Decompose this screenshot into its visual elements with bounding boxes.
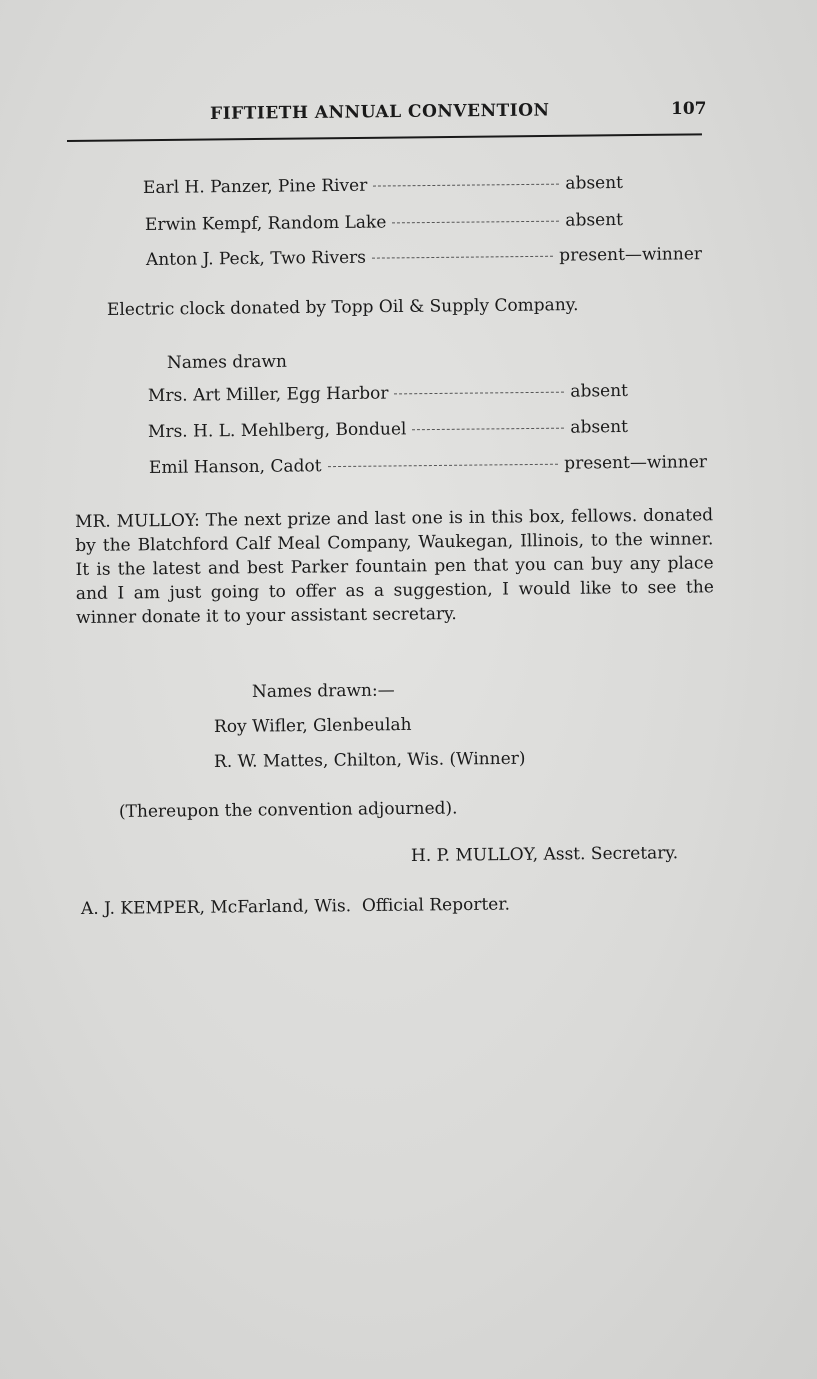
dotted-leader <box>392 220 559 224</box>
speech-paragraph: MR. MULLOY: The next prize and last one is in this box, fellows. donated by the Blatchford Calf Meal Company, Waukegan, Illinois, to the winner. It is the latest and best Parker fountain pen that you can buy any place and I am just going to offer as a suggestion, I would like to see the winner donate it to your assistant secretary. <box>75 505 714 628</box>
running-title: FIFTIETH ANNUAL CONVENTION <box>210 100 550 124</box>
names-drawn-heading: Names drawn <box>166 351 288 373</box>
prize-intro: Electric clock donated by Topp Oil & Supply Company. <box>106 295 579 320</box>
entry-status: absent <box>565 172 624 194</box>
secretary-signature: H. P. MULLOY, Asst. Secretary. <box>410 843 679 866</box>
entry-status: absent <box>570 416 629 438</box>
entry-name: Anton J. Peck, Two Rivers <box>145 247 367 270</box>
entry-status: absent <box>570 380 629 402</box>
entry-name: Mrs. H. L. Mehlberg, Bonduel <box>147 419 407 442</box>
entry-status: present—winner <box>559 244 703 266</box>
entry-status: present—winner <box>564 452 708 474</box>
entry-row <box>143 173 623 198</box>
entry-name: Earl H. Panzer, Pine River <box>142 175 368 198</box>
official-reporter: A. J. KEMPER, McFarland, Wis. Official Reporter. <box>80 894 511 919</box>
entry-status: absent <box>565 209 624 231</box>
dotted-leader <box>372 255 553 259</box>
entry-row <box>148 381 628 406</box>
entry-row <box>145 210 623 235</box>
entry-row <box>149 452 707 478</box>
dotted-leader <box>394 391 564 395</box>
adjourned-note: (Thereupon the convention adjourned). <box>118 798 458 822</box>
entry-name: Emil Hanson, Cadot <box>148 456 322 478</box>
drawn-name: Roy Wifler, Glenbeulah <box>213 714 412 737</box>
entry-name: Erwin Kempf, Random Lake <box>144 212 387 235</box>
entry-name: Mrs. Art Miller, Egg Harbor <box>147 383 389 406</box>
header-rule <box>67 133 702 142</box>
dotted-leader <box>328 463 559 467</box>
dotted-leader <box>412 427 564 431</box>
drawn-name-winner: R. W. Mattes, Chilton, Wis. (Winner) <box>213 748 526 772</box>
entry-row <box>146 244 702 270</box>
entry-row <box>148 417 628 442</box>
dotted-leader <box>373 183 559 187</box>
page-number: 107 <box>671 99 707 119</box>
names-drawn-heading: Names drawn:— <box>251 680 395 702</box>
